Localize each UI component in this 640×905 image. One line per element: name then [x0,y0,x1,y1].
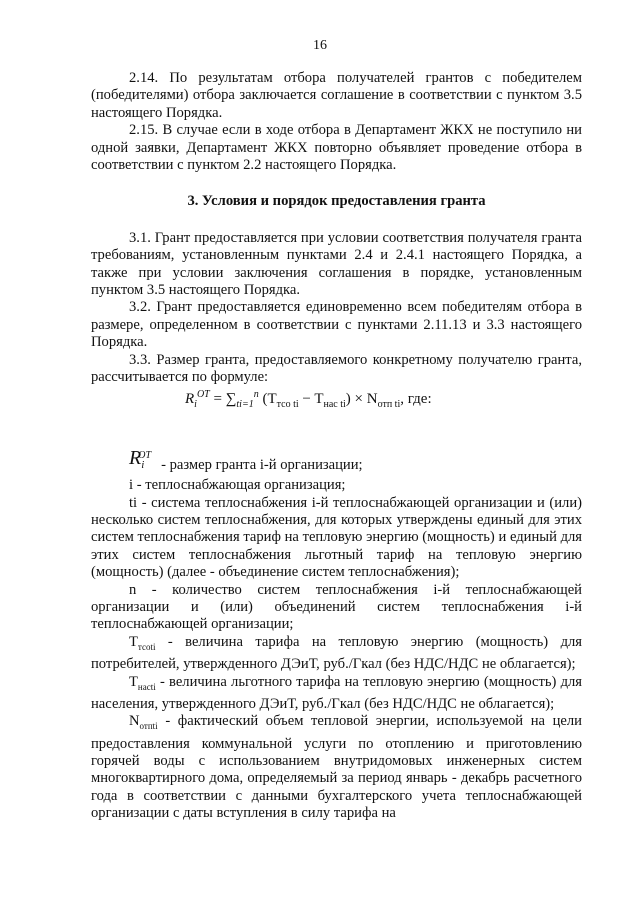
formula-t2-sub: нас ti [323,399,346,410]
paragraph-3-3: 3.3. Размер гранта, предоставляемого конкретному получателю гранта, рассчитывается по формуле: [91,351,582,386]
grant-formula [185,389,432,410]
definition-n-otp: $N_{отпti}$ - фактический объем тепловой энергии, используемой на цели предоставления коммунальной услуги по отоплению и приготовлению горячей воды с использованием внутридомовых инженерных систем многоквартирного дома, определяемый за период январь - декабрь расчетного года в соответствии с данными бухгалтерского учета теплоснабжающей организации с даты вступления в силу тарифа на [91,713,582,822]
formula-n: ) × N [345,391,378,407]
paragraph-3-2: 3.2. Грант предоставляется единовременно всем победителям отбора в размере, определенном в соответствии с пунктами 2.11.13 и 3.3 настоящего Порядка. [91,299,582,351]
formula-lhs-sub: i [194,399,197,410]
formula-lhs-sup: OT [196,389,210,400]
formula-lhs: R [185,391,195,407]
section-heading: 3. Условия и порядок предоставления гранта [187,193,486,210]
formula-tail: , где: [400,391,432,407]
definition-t-nas: $T_{насti}$ - величина льготного тарифа на тепловую энергию (мощность) для населения, утвержденного ДЭиТ, руб./Гкал (без НДС/НДС не облагается); [91,673,582,712]
text-block-definitions [91,447,582,823]
r-symbol-sub: i [141,458,145,471]
page-number: 16 [313,38,327,53]
text-block-top [91,70,582,387]
r-symbol-sup: OT [138,450,152,461]
definition-r-text: - размер гранта i-й организации; [161,456,363,473]
formula-n-sub: отп ti [377,399,401,410]
definition-i: i - теплоснабжающая организация; [129,477,346,494]
formula-sum: = ∑ [213,391,237,407]
formula-t2: − T [298,391,324,407]
formula-t1: (T [262,391,277,407]
paragraph-3-1: 3.1. Грант предоставляется при условии соответствия получателя гранта требованиям, установленным пунктами 2.4 и 2.4.1 настоящего Порядка, а также при условии заключения соглашения в порядке, установленным пунктом 3.5 настоящего Порядка. [91,229,582,299]
definition-t-tso: $T_{тсоti}$ - величина тарифа на тепловую энергию (мощность) для потребителей, утвержденного ДЭиТ, руб./Гкал (без НДС/НДС не облагается); [91,633,582,673]
formula-sum-sub: ti=1 [236,399,254,410]
r-symbol: R [129,446,142,469]
definition-n: n - количество систем теплоснабжения i-й теплоснабжающей организации и (или) объединений систем теплоснабжения i-й теплоснабжающей организации; [91,581,582,633]
definition-r [91,447,582,474]
paragraph-2-15: 2.15. В случае если в ходе отбора в Департамент ЖКХ не поступило ни одной заявки, Департамент ЖКХ повторно объявляет проведение отбора в соответствии с пунктом 2.2 настоящего Порядка. [91,122,582,174]
definition-ti: ti - система теплоснабжения i-й теплоснабжающей организации и (или) несколько систем теплоснабжения, для которых утверждены единый для этих систем теплоснабжения тариф на тепловую энергию (мощность) и единый для этих систем теплоснабжения льготный тариф на тепловую энергию (мощность) (далее - объединение систем теплоснабжения); [91,494,582,581]
paragraph-2-14: 2.14. По результатам отбора получателей грантов с победителем (победителями) отбора заключается соглашение в соответствии с пунктом 3.5 настоящего Порядка. [91,70,582,121]
formula-sum-sup: n [253,389,259,400]
formula-t1-sub: тсо ti [276,399,299,410]
